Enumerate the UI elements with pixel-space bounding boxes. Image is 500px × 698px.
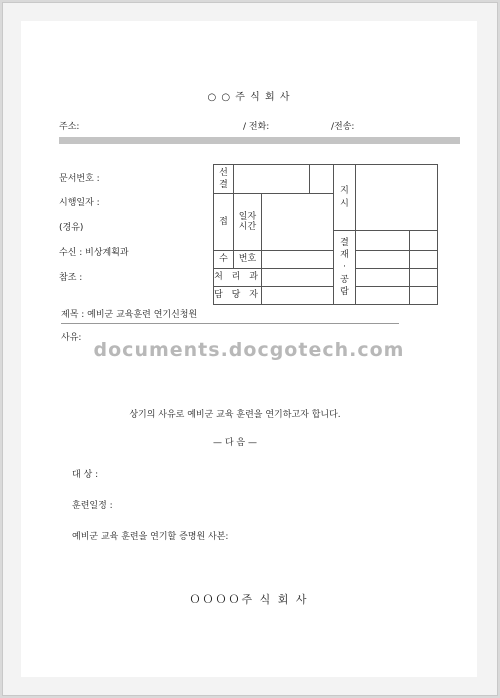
approval-cell: [410, 231, 438, 251]
schedule-label: 훈련일정 :: [72, 501, 113, 511]
approval-header-processing-dept: 처 리 과: [214, 269, 262, 287]
attachment-label: 예비군 교육 훈련을 연기할 증명원 사본:: [72, 532, 229, 542]
approval-cell: [234, 165, 310, 194]
approval-cell: [262, 287, 334, 305]
approval-cell: [410, 287, 438, 305]
time-sub-label: 시간: [238, 222, 257, 232]
approval-header-receipt: 접: [214, 194, 234, 251]
watermark: documents.docgotech.com: [93, 339, 405, 361]
approval-cell: [410, 251, 438, 269]
fax-label: /전송:: [331, 122, 355, 132]
approval-sub-date-time: [234, 194, 262, 251]
document-title: ○ ○ 주 식 회 사: [207, 92, 291, 103]
document-page: [21, 21, 477, 677]
date-label: 시행일자 :: [59, 198, 100, 208]
subject-underline: [61, 323, 399, 324]
reason-label: 사유:: [61, 333, 82, 343]
target-label: 대 상 :: [72, 470, 99, 480]
approval-header-officer: 담 당 자: [214, 287, 262, 305]
approval-header-pre-decision: 선결: [214, 165, 234, 194]
via-label: (경유): [59, 223, 84, 233]
approval-table: [213, 164, 438, 305]
recipient-label: 수신 : 비상계획과: [59, 248, 129, 258]
approval-cell: [356, 231, 410, 251]
approval-sub-number: 번호: [234, 251, 262, 269]
approval-cell: [262, 269, 334, 287]
approval-cell: [356, 165, 438, 231]
approval-cell: [262, 194, 334, 251]
approval-cell: [410, 269, 438, 287]
approval-header-number-left: 수: [214, 251, 234, 269]
address-label: 주소:: [59, 122, 80, 132]
approval-cell: [356, 269, 410, 287]
phone-label: / 전화:: [243, 122, 270, 132]
notes-heading: — 다 음 —: [213, 438, 257, 448]
approval-cell: [356, 251, 410, 269]
approval-header-approval-review: 결재·공람: [334, 231, 356, 305]
doc-number-label: 문서번호 :: [59, 174, 100, 184]
company-signature: ＯＯＯＯ주 식 회 사: [189, 593, 309, 606]
approval-header-instruction: 지시: [334, 165, 356, 231]
approval-cell: [310, 165, 334, 194]
header-divider: [59, 137, 460, 144]
approval-cell: [356, 287, 410, 305]
body-text: 상기의 사유로 예비군 교육 훈련을 연기하고자 합니다.: [129, 410, 341, 420]
approval-cell: [262, 251, 334, 269]
date-sub-label: 일자: [238, 211, 257, 222]
subject-line: 제목 : 예비군 교육훈련 연기신청원: [61, 310, 198, 320]
reference-label: 참조 :: [59, 273, 83, 283]
